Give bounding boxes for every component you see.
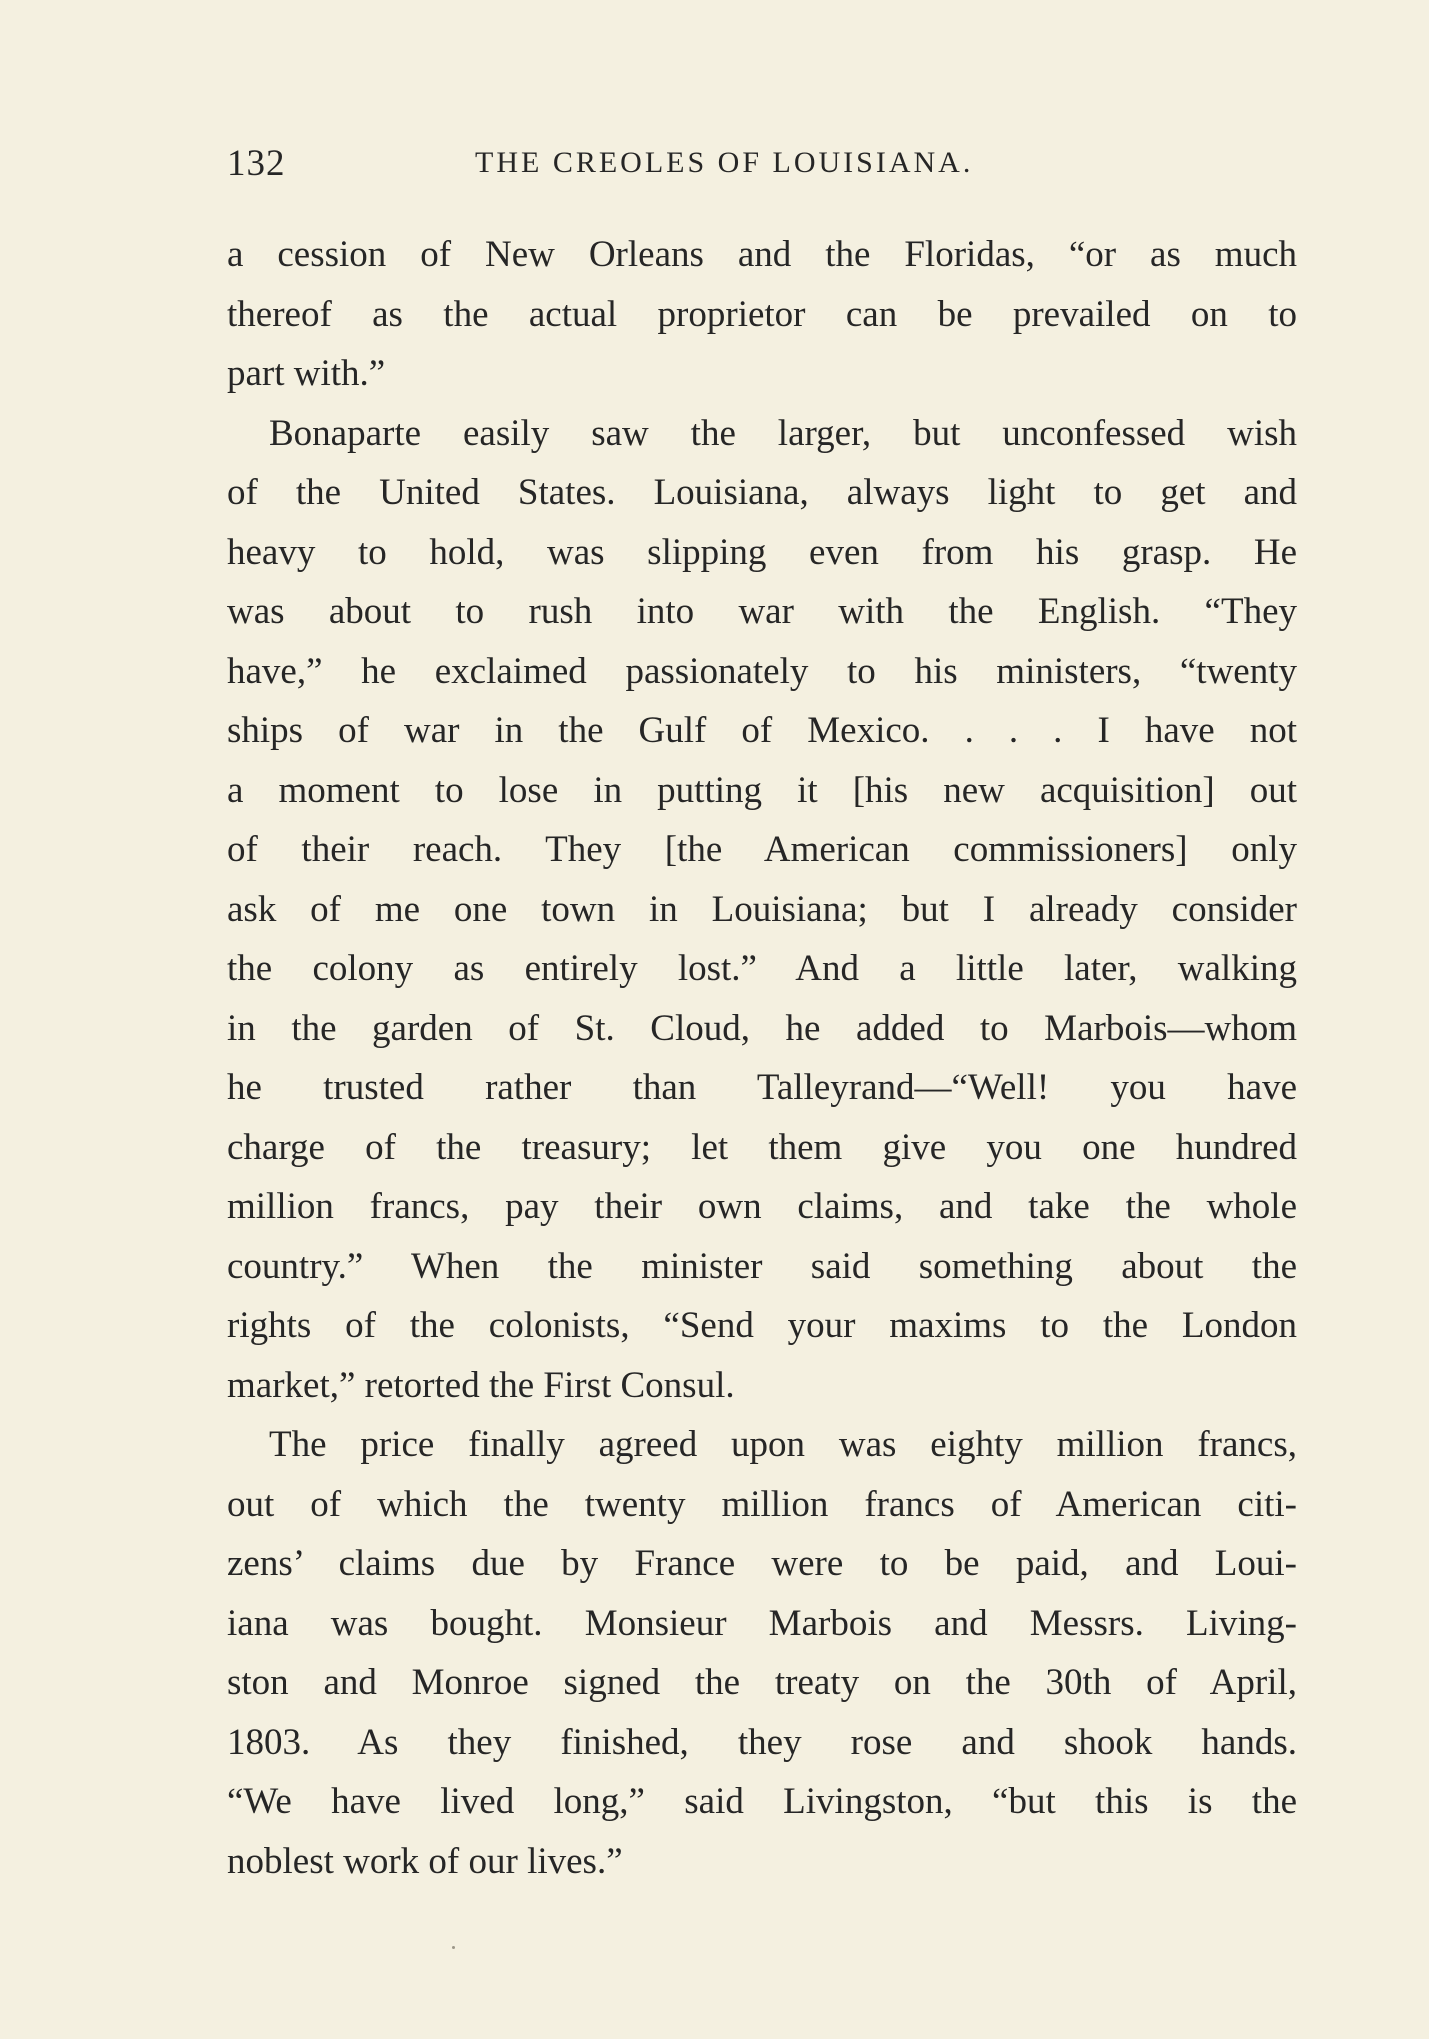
text-line: charge of the treasury; let them give you one hundred bbox=[227, 1126, 1297, 1168]
text-line: a cession of New Orleans and the Floridas, “or as much bbox=[227, 234, 1297, 275]
text-line: country.” When the minister said something about the bbox=[227, 1245, 1297, 1287]
text-line: iana was bought. Monsieur Marbois and Messrs. Living- bbox=[227, 1602, 1297, 1644]
text-line: Bonaparte easily saw the larger, but unconfessed wish bbox=[269, 412, 1297, 454]
text-line: have,” he exclaimed passionately to his ministers, “twenty bbox=[227, 650, 1297, 692]
text-line: 1803. As they finished, they rose and shook hands. bbox=[227, 1721, 1297, 1763]
text-line: of their reach. They [the American commissioners] only bbox=[227, 829, 1297, 870]
text-line: out of which the twenty million francs of American citi- bbox=[227, 1483, 1297, 1525]
text-line: ask of me one town in Louisiana; but I already consider bbox=[227, 888, 1297, 930]
text-line: rights of the colonists, “Send your maxims to the London bbox=[227, 1305, 1297, 1346]
text-line: of the United States. Louisiana, always light to get and bbox=[227, 472, 1297, 513]
text-line: was about to rush into war with the English. “They bbox=[227, 591, 1297, 632]
paragraph bbox=[227, 404, 1297, 1416]
page-number: 132 bbox=[227, 143, 286, 184]
text-line: a moment to lose in putting it [his new acquisition] out bbox=[227, 769, 1297, 811]
text-line: zens’ claims due by France were to be paid, and Loui- bbox=[227, 1543, 1297, 1584]
text-line: “We have lived long,” said Livingston, “but this is the bbox=[227, 1781, 1297, 1822]
text-line: in the garden of St. Cloud, he added to Marbois—whom bbox=[227, 1007, 1297, 1049]
paper-speck bbox=[452, 1946, 455, 1949]
text-line: million francs, pay their own claims, and take the whole bbox=[227, 1186, 1297, 1227]
text-line: the colony as entirely lost.” And a little later, walking bbox=[227, 948, 1297, 989]
text-line: ships of war in the Gulf of Mexico. . . . I have not bbox=[227, 710, 1297, 751]
paragraph bbox=[227, 1415, 1297, 1891]
running-head bbox=[227, 142, 1297, 182]
text-line: ston and Monroe signed the treaty on the 30th of April, bbox=[227, 1662, 1297, 1703]
text-line: thereof as the actual proprietor can be prevailed on to bbox=[227, 293, 1297, 335]
text-line: noblest work of our lives.” bbox=[227, 1840, 623, 1882]
text-line: market,” retorted the First Consul. bbox=[227, 1364, 735, 1406]
paragraph bbox=[227, 225, 1297, 404]
text-line: he trusted rather than Talleyrand—“Well! you have bbox=[227, 1067, 1297, 1108]
text-line: heavy to hold, was slipping even from his grasp. He bbox=[227, 531, 1297, 573]
running-title: THE CREOLES OF LOUISIANA. bbox=[475, 146, 974, 179]
text-line: part with.” bbox=[227, 353, 386, 394]
body-text bbox=[227, 225, 1297, 1891]
text-line: The price finally agreed upon was eighty million francs, bbox=[269, 1424, 1297, 1465]
